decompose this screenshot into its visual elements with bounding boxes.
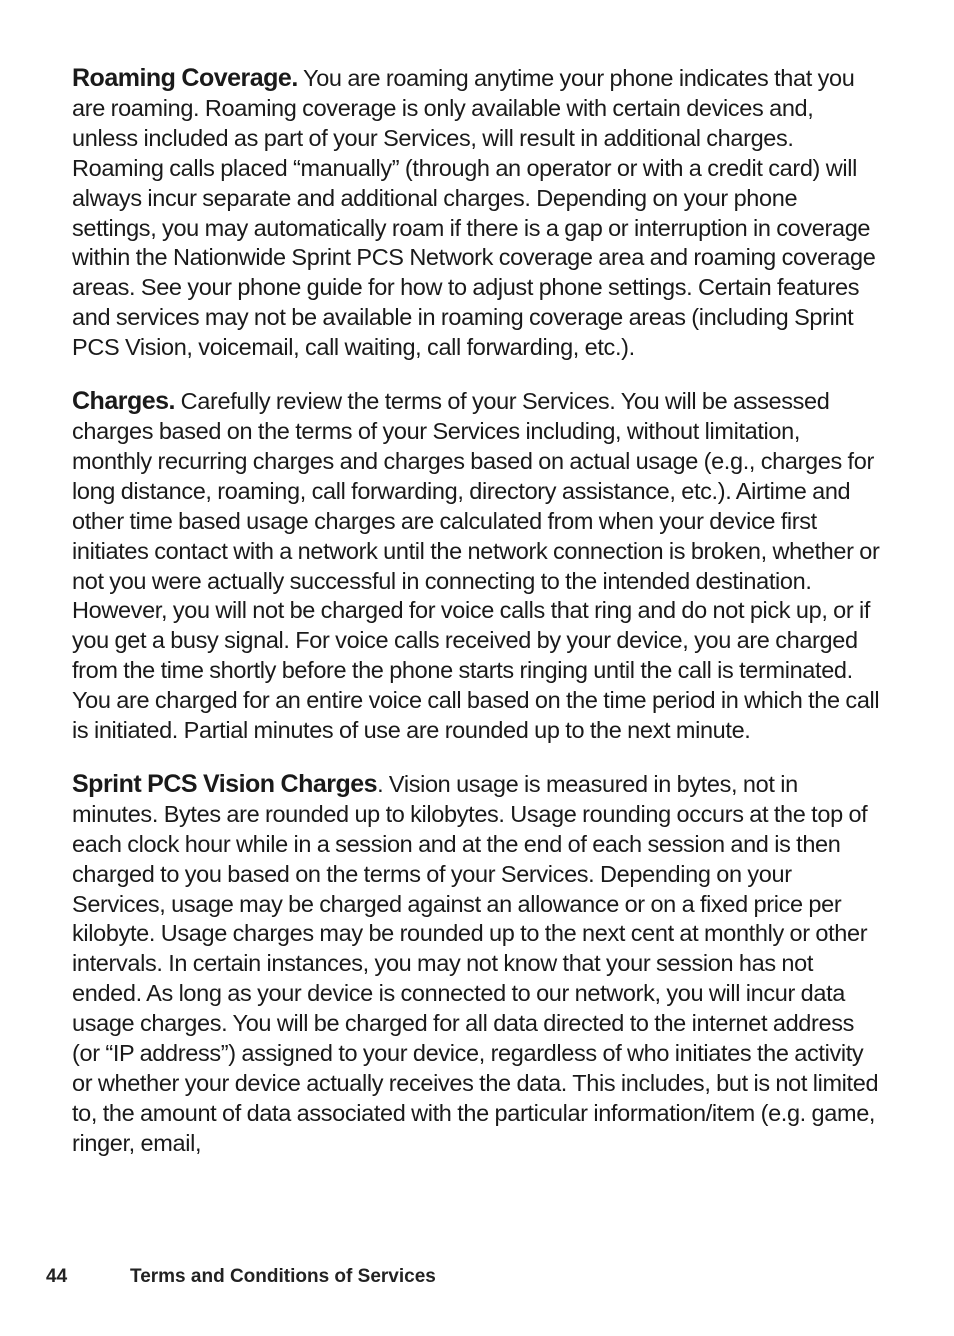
page-number: 44	[46, 1266, 68, 1287]
charges-text: Carefully review the terms of your Services. You will be assessed charges based on the terms of your Services including, without limitation, monthly recurring charges and charges based on actual usage (e.g., charges for long distance, roaming, call forwarding, directory assistance, etc.). Airtime and other time based usage charges are calculated from when your device first initiates contact with a network until the network connection is broken, whether or not you were actually successful in connecting to the intended destination. However, you will not be charged for voice calls that ring and do not pick up, or if you get a busy signal. For voice calls received by your device, you are charged from the time shortly before the phone starts ringing until the call is terminated. You are charged for an entire voice call based on the time period in which the call is initiated. Partial minutes of use are rounded up to the next minute.	[72, 388, 880, 744]
roaming-coverage-text: You are roaming anytime your phone indicates that you are roaming. Roaming coverage is only available with certain devices and, unless included as part of your Services, will result in additional charges. Roaming calls placed “manually” (through an operator or with a credit card) will always incur separate and additional charges. Depending on your phone settings, you may automatically roam if there is a gap or interruption in coverage within the Nationwide Sprint PCS Network coverage area and roaming coverage areas. See your phone guide for how to adjust phone settings. Certain features and services may not be available in roaming coverage areas (including Sprint PCS Vision, voicemail, call waiting, call forwarding, etc.).	[72, 65, 876, 361]
vision-charges-paragraph	[72, 770, 882, 1159]
charges-heading: Charges.	[72, 387, 175, 416]
vision-charges-heading: Sprint PCS Vision Charges	[72, 769, 378, 798]
roaming-coverage-heading: Roaming Coverage.	[72, 64, 298, 92]
vision-charges-text: . Vision usage is measured in bytes, not in minutes. Bytes are rounded up to kilobytes. Usage rounding occurs at the top of each clock hour while in a session and at the end of each session and is then charged to you based on the terms of your Services. Depending on your Services, usage may be charged against an allowance or on a fixed price per kilobyte. Usage charges may be rounded up to the next cent at monthly or other intervals. In certain instances, you may not know that your session has not ended. As long as your device is connected to our network, you will incur data usage charges. You will be charged for all data directed to the internet address (or “IP address”) assigned to your device, regardless of who initiates the activity or whether your device actually receives the data. This includes, but is not limited to, the amount of data associated with the particular information/item (e.g. game, ringer, email,	[72, 770, 879, 1156]
roaming-coverage-paragraph	[72, 64, 882, 363]
charges-paragraph	[72, 387, 882, 746]
footer-title: Terms and Conditions of Services	[130, 1266, 436, 1287]
page-footer	[46, 1266, 436, 1288]
page-content	[72, 64, 882, 1183]
